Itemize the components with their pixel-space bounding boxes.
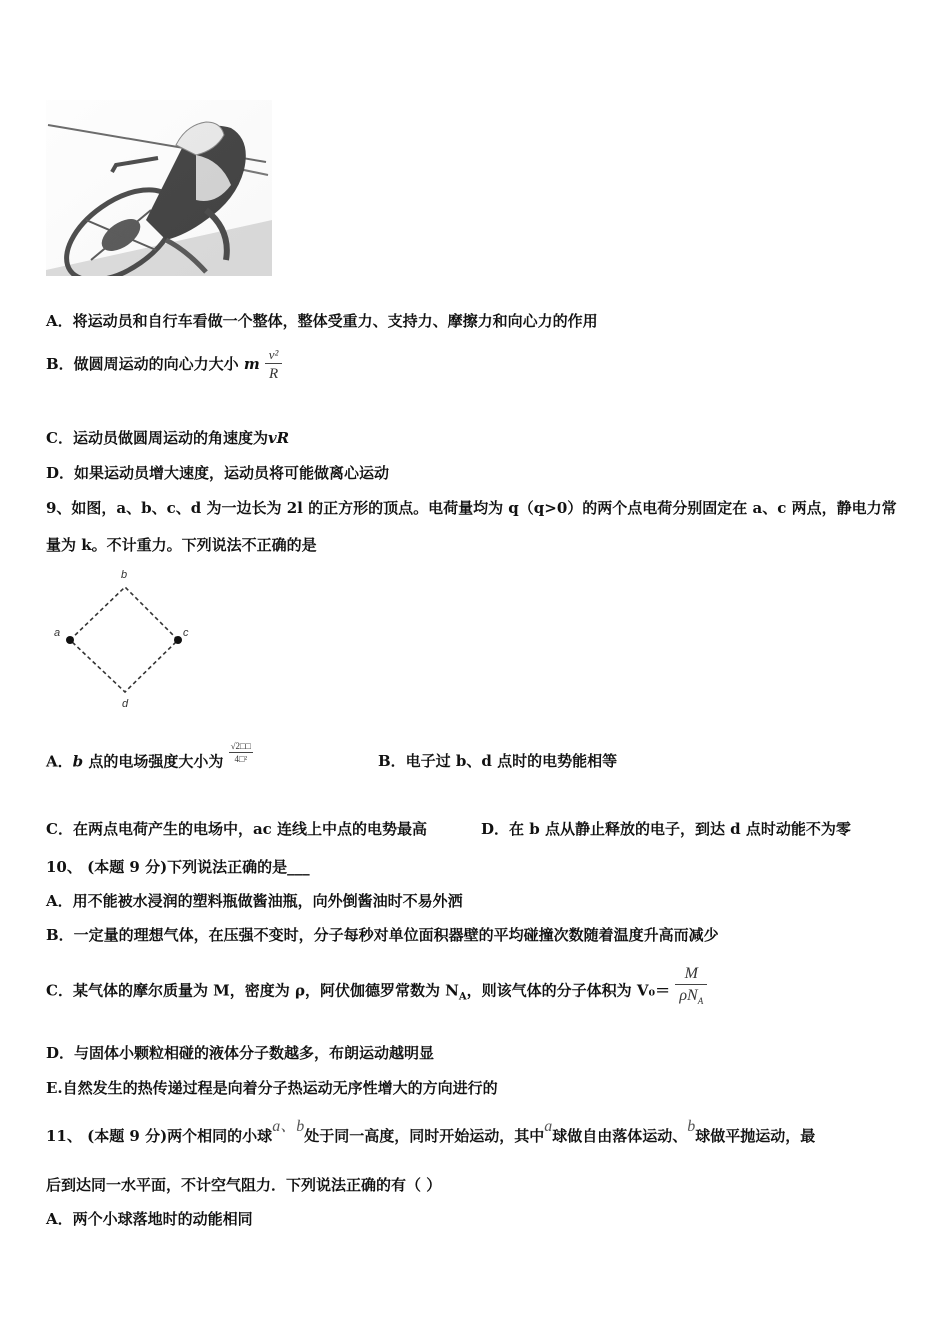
q9-option-b: B．电子过 b、d 点时的电势能相等	[378, 752, 618, 770]
q11-balls-ab: a、b	[272, 1118, 305, 1135]
q8-option-b-label: B．做圆周运动的向心力大小	[46, 355, 239, 373]
q9-stem-line1: 9、如图，a、b、c、d 为一边长为 2l 的正方形的顶点。电荷量均为 q（q>0）的两个点电荷分别固定在 a、c 两点，静电力常	[46, 499, 897, 517]
q11-stem-line2: 后到达同一水平面，不计空气阻力．下列说法正确的有（ ）	[46, 1176, 442, 1194]
q11-stem-part2: 处于同一高度，同时开始运动，其中	[304, 1127, 545, 1145]
q8-option-c-expr: vR	[267, 429, 290, 447]
label-b: b	[121, 569, 128, 581]
q10-option-e: E.自然发生的热传递过程是向着分子热运动无序性增大的方向进行的	[46, 1079, 498, 1097]
q10-option-d: D．与固体小颗粒相碰的液体分子数越多，布朗运动越明显	[46, 1044, 435, 1062]
q11-ball-a: a	[544, 1118, 553, 1135]
q11-ball-b: b	[687, 1118, 696, 1135]
q8-option-b-mass: m	[243, 355, 260, 373]
q11-stem-part4: 球做平抛运动，最	[695, 1127, 816, 1145]
q9-option-a-fraction	[229, 740, 253, 765]
q8-option-b	[46, 347, 282, 383]
fraction-denominator	[675, 984, 707, 1011]
q9-option-d: D．在 b 点从静止释放的电子，到达 d 点时动能不为零	[481, 820, 851, 838]
q9-option-c: C．在两点电荷产生的电场中，ac 连线上中点的电势最高	[46, 820, 428, 838]
q8-option-c-label: C．运动员做圆周运动的角速度为	[46, 429, 268, 447]
q9-option-a-text: 点的电场强度大小为	[83, 752, 224, 771]
label-a: a	[54, 627, 61, 639]
fraction-numerator: M	[684, 965, 698, 982]
q8-option-c	[46, 428, 289, 448]
q9-option-a-label: A．	[46, 752, 73, 771]
q8-option-b-fraction	[265, 347, 282, 383]
fraction-den-main: ρN	[679, 987, 698, 1004]
q10-option-c-subscript: A	[458, 991, 467, 1003]
charge-a-dot	[66, 636, 74, 644]
q8-option-a: A．将运动员和自行车看做一个整体，整体受重力、支持力、摩擦力和向心力的作用	[46, 312, 598, 330]
fraction-denominator: 4□²	[229, 752, 253, 765]
fraction-denominator: R	[265, 363, 282, 383]
q11-stem-part1: 11、 (本题 9 分)两个相同的小球	[46, 1127, 273, 1145]
q10-option-c-mid: ，则该气体的分子体积为 V₀＝	[466, 981, 671, 1000]
q10-option-b: B．一定量的理想气体，在压强不变时，分子每秒对单位面积器壁的平均碰撞次数随着温度升高而减少	[46, 926, 719, 944]
label-d: d	[122, 698, 129, 710]
fraction-den-sub: A	[697, 996, 704, 1007]
q10-option-c-label: C．某气体的摩尔质量为 M，密度为 ρ，阿伏伽德罗常数为 N	[46, 981, 459, 1000]
fraction-numerator: v²	[268, 347, 279, 362]
q11-option-a: A．两个小球落地时的动能相同	[46, 1210, 253, 1228]
q9-stem-line2: 量为 k。不计重力。下列说法不正确的是	[46, 536, 317, 554]
q10-stem: 10、 (本题 9 分)下列说法正确的是___	[46, 858, 310, 876]
q8-option-d: D．如果运动员增大速度，运动员将可能做离心运动	[46, 464, 390, 482]
square-outline	[70, 587, 178, 692]
q10-option-c-fraction	[675, 964, 707, 1011]
q10-option-a: A．用不能被水浸润的塑料瓶做酱油瓶，向外倒酱油时不易外洒	[46, 892, 463, 910]
q9-option-a	[46, 741, 253, 775]
q9-option-a-point: b	[72, 752, 84, 771]
label-c: c	[183, 627, 189, 639]
q11-stem-line1	[46, 1118, 816, 1147]
cyclist-photo	[46, 100, 272, 276]
q11-stem-part3: 球做自由落体运动、	[552, 1127, 688, 1145]
charge-c-dot	[174, 636, 182, 644]
q10-option-c	[46, 965, 707, 1015]
q9-square-figure	[46, 563, 206, 713]
fraction-numerator: √2□□	[230, 741, 251, 751]
